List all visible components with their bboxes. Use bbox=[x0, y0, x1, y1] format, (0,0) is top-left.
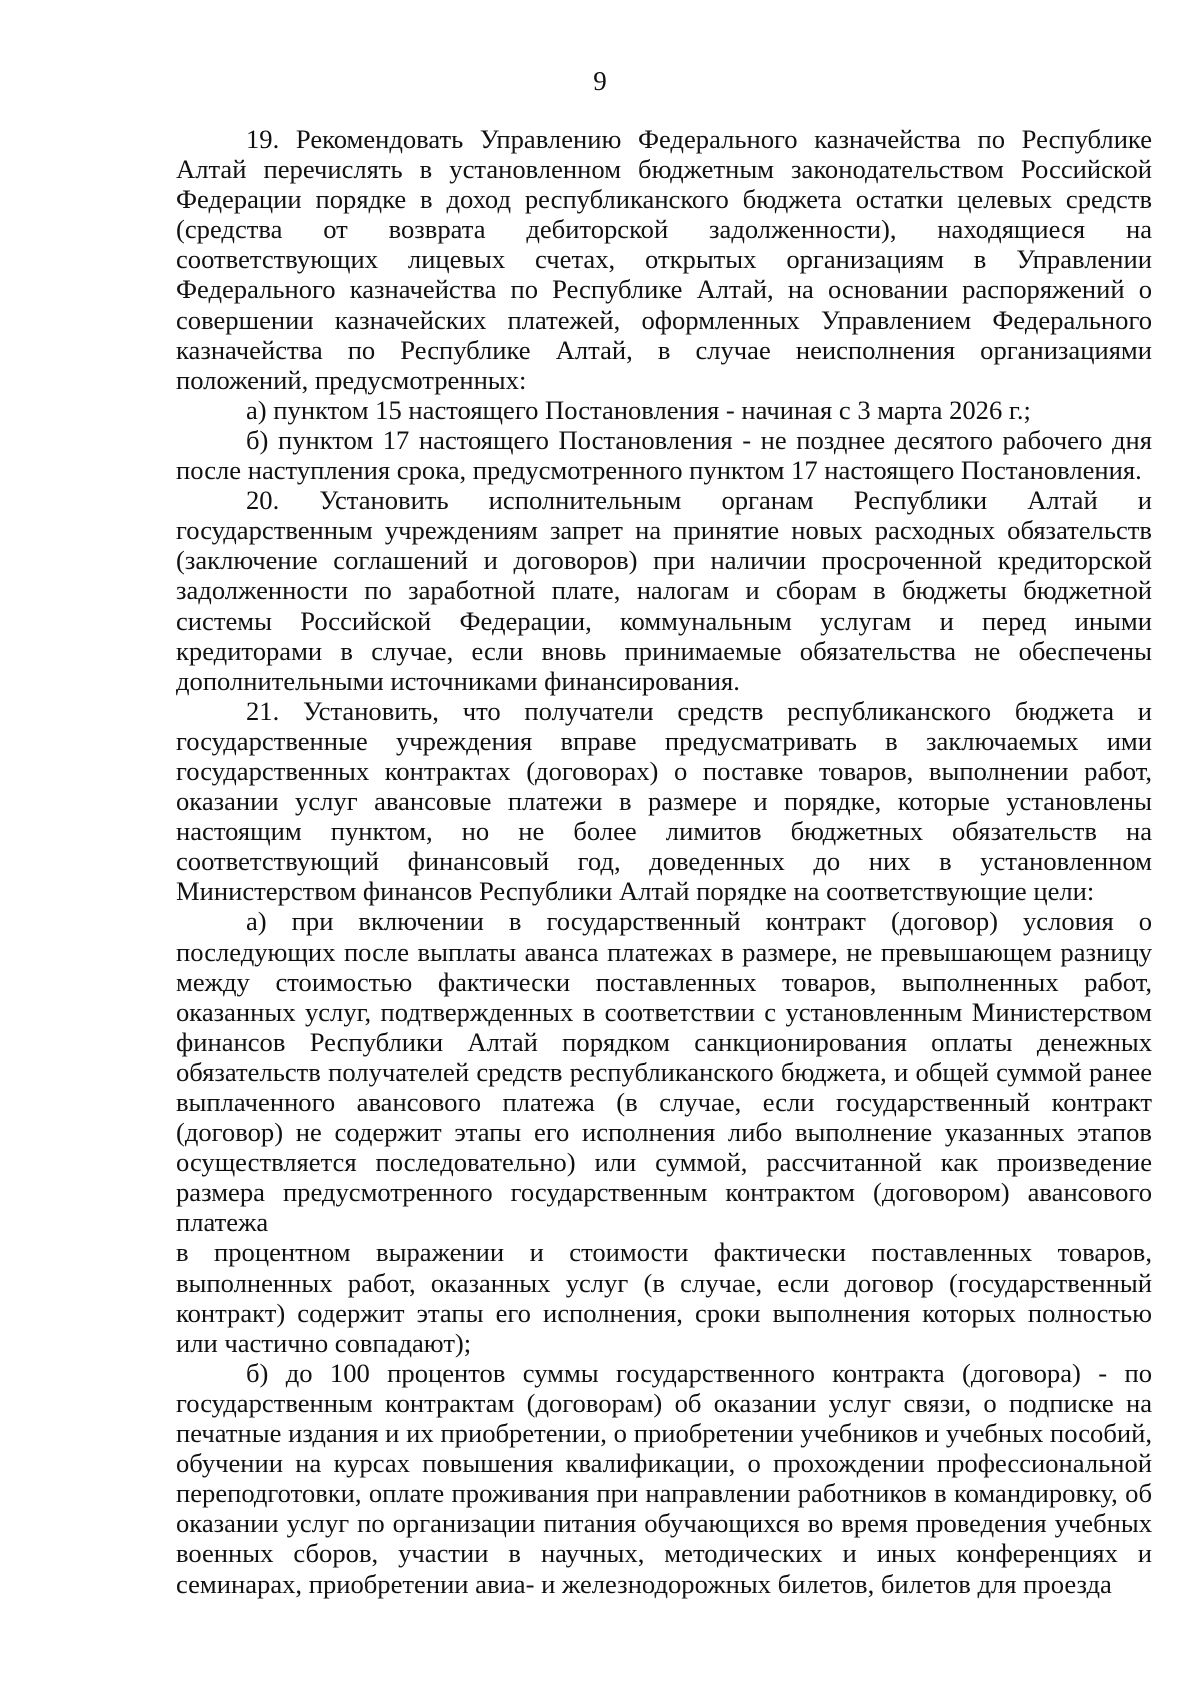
paragraph-19: 19. Рекомендовать Управлению Федерального казначейства по Республике Алтай перечислять в установленном бюджетным законодательством Российской Федерации порядке в доход республиканского бюджета остатки целевых средств (средства от возврата дебиторской задолженности), находящиеся на соответствующих лицевых счетах, открытых организациям в Управлении Федерального казначейства по Республике Алтай, на основании распоряжений о совершении казначейских платежей, оформленных Управлением Федерального казначейства по Республике Алтай, в случае неисполнения организациями положений, предусмотренных: bbox=[176, 124, 1152, 395]
paragraph-19-b: б) пунктом 17 настоящего Постановления - не позднее десятого рабочего дня после наступления срока, предусмотренного пунктом 17 настоящего Постановления. bbox=[176, 424, 1152, 486]
paragraph-21-a: а) при включении в государственный контракт (договор) условия о последующих после выплаты аванса платежах в размере, не превышающем разницу между стоимостью фактически поставленных товаров, выполненных работ, оказанных услуг, подтвержденных в соответствии с установленным Министерством финансов Республики Алтай порядком санкционирования оплаты денежных обязательств получателей средств республиканского бюджета, и общей суммой ранее выплаченного авансового платежа (в случае, если государственный контракт (договор) не содержит этапы его исполнения либо выполнение указанных этапов осуществляется последовательно) или суммой, рассчитанной как произведение размера предусмотренного государственным контрактом (договором) авансового платежа bbox=[176, 906, 1152, 1238]
paragraph-21-b: б) до 100 процентов суммы государственного контракта (договора) - по государственным контрактам (договорам) об оказании услуг связи, о подписке на печатные издания и их приобретении, о приобретении учебников и учебных пособий, обучении на курсах повышения квалификации, о прохождении профессиональной переподготовки, оплате проживания при направлении работников в командировку, об оказании услуг по организации питания обучающихся во время проведения учебных военных сборов, участии в научных, методических и иных конференциях и семинарах, приобретении авиа- и железнодорожных билетов, билетов для проезда bbox=[176, 1357, 1152, 1599]
document-body bbox=[176, 124, 1152, 1599]
page-number: 9 bbox=[593, 66, 607, 96]
paragraph-19-a: а) пунктом 15 настоящего Постановления - начиная с 3 марта 2026 г.; bbox=[246, 394, 1031, 425]
paragraph-21-a-continuation: в процентном выражении и стоимости фактически поставленных товаров, выполненных работ, оказанных услуг (в случае, если договор (государственный контракт) содержит этапы его исполнения, сроки выполнения которых полностью или частично совпадают); bbox=[176, 1237, 1152, 1358]
paragraph-21: 21. Установить, что получатели средств республиканского бюджета и государственные учреждения вправе предусматривать в заключаемых ими государственных контрактах (договорах) о поставке товаров, выполнении работ, оказании услуг авансовые платежи в размере и порядке, которые установлены настоящим пунктом, но не более лимитов бюджетных обязательств на соответствующий финансовый год, доведенных до них в установленном Министерством финансов Республики Алтай порядке на соответствующие цели: bbox=[176, 695, 1152, 907]
paragraph-20: 20. Установить исполнительным органам Республики Алтай и государственным учреждениям запрет на принятие новых расходных обязательств (заключение соглашений и договоров) при наличии просроченной кредиторской задолженности по заработной плате, налогам и сборам в бюджеты бюджетной системы Российской Федерации, коммунальным услугам и перед иными кредиторами в случае, если вновь принимаемые обязательства не обеспечены дополнительными источниками финансирования. bbox=[176, 485, 1152, 696]
